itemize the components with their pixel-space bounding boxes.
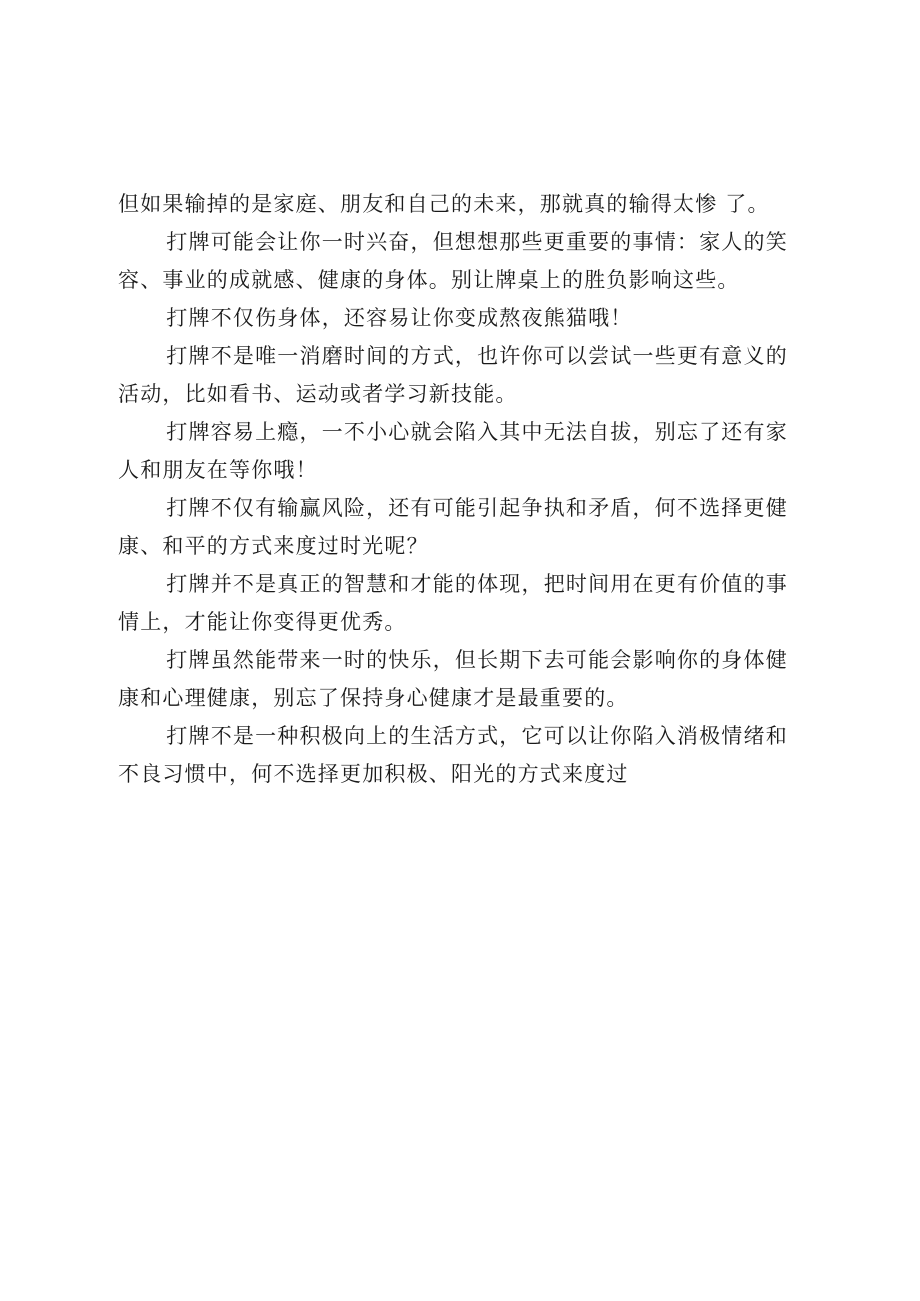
paragraph: 打牌并不是真正的智慧和才能的体现，把时间用在更有价值的事情上，才能让你变得更优秀。	[118, 572, 788, 634]
paragraph: 打牌容易上瘾，一不小心就会陷入其中无法自拔，别忘了还有家人和朋友在等你哦！	[118, 420, 788, 482]
paragraph: 打牌不是一种积极向上的生活方式，它可以让你陷入消极情绪和不良习惯中，何不选择更加积极、阳光的方式来度过	[118, 724, 788, 786]
paragraph: 但如果输掉的是家庭、朋友和自己的未来，那就真的输得太惨 了。	[118, 192, 770, 216]
paragraph: 打牌不仅有输赢风险，还有可能引起争执和矛盾，何不选择更健康、和平的方式来度过时光呢？	[118, 496, 788, 558]
paragraph: 打牌不仅伤身体，还容易让你变成熬夜熊猫哦！	[166, 306, 633, 330]
document-body	[118, 185, 798, 793]
paragraph: 打牌虽然能带来一时的快乐，但长期下去可能会影响你的身体健康和心理健康，别忘了保持身心健康才是最重要的。	[118, 648, 788, 710]
paragraph: 打牌不是唯一消磨时间的方式，也许你可以尝试一些更有意义的活动，比如看书、运动或者学习新技能。	[118, 344, 788, 406]
paragraph: 打牌可能会让你一时兴奋，但想想那些更重要的事情：家人的笑容、事业的成就感、健康的身体。别让牌桌上的胜负影响这些。	[118, 230, 788, 292]
